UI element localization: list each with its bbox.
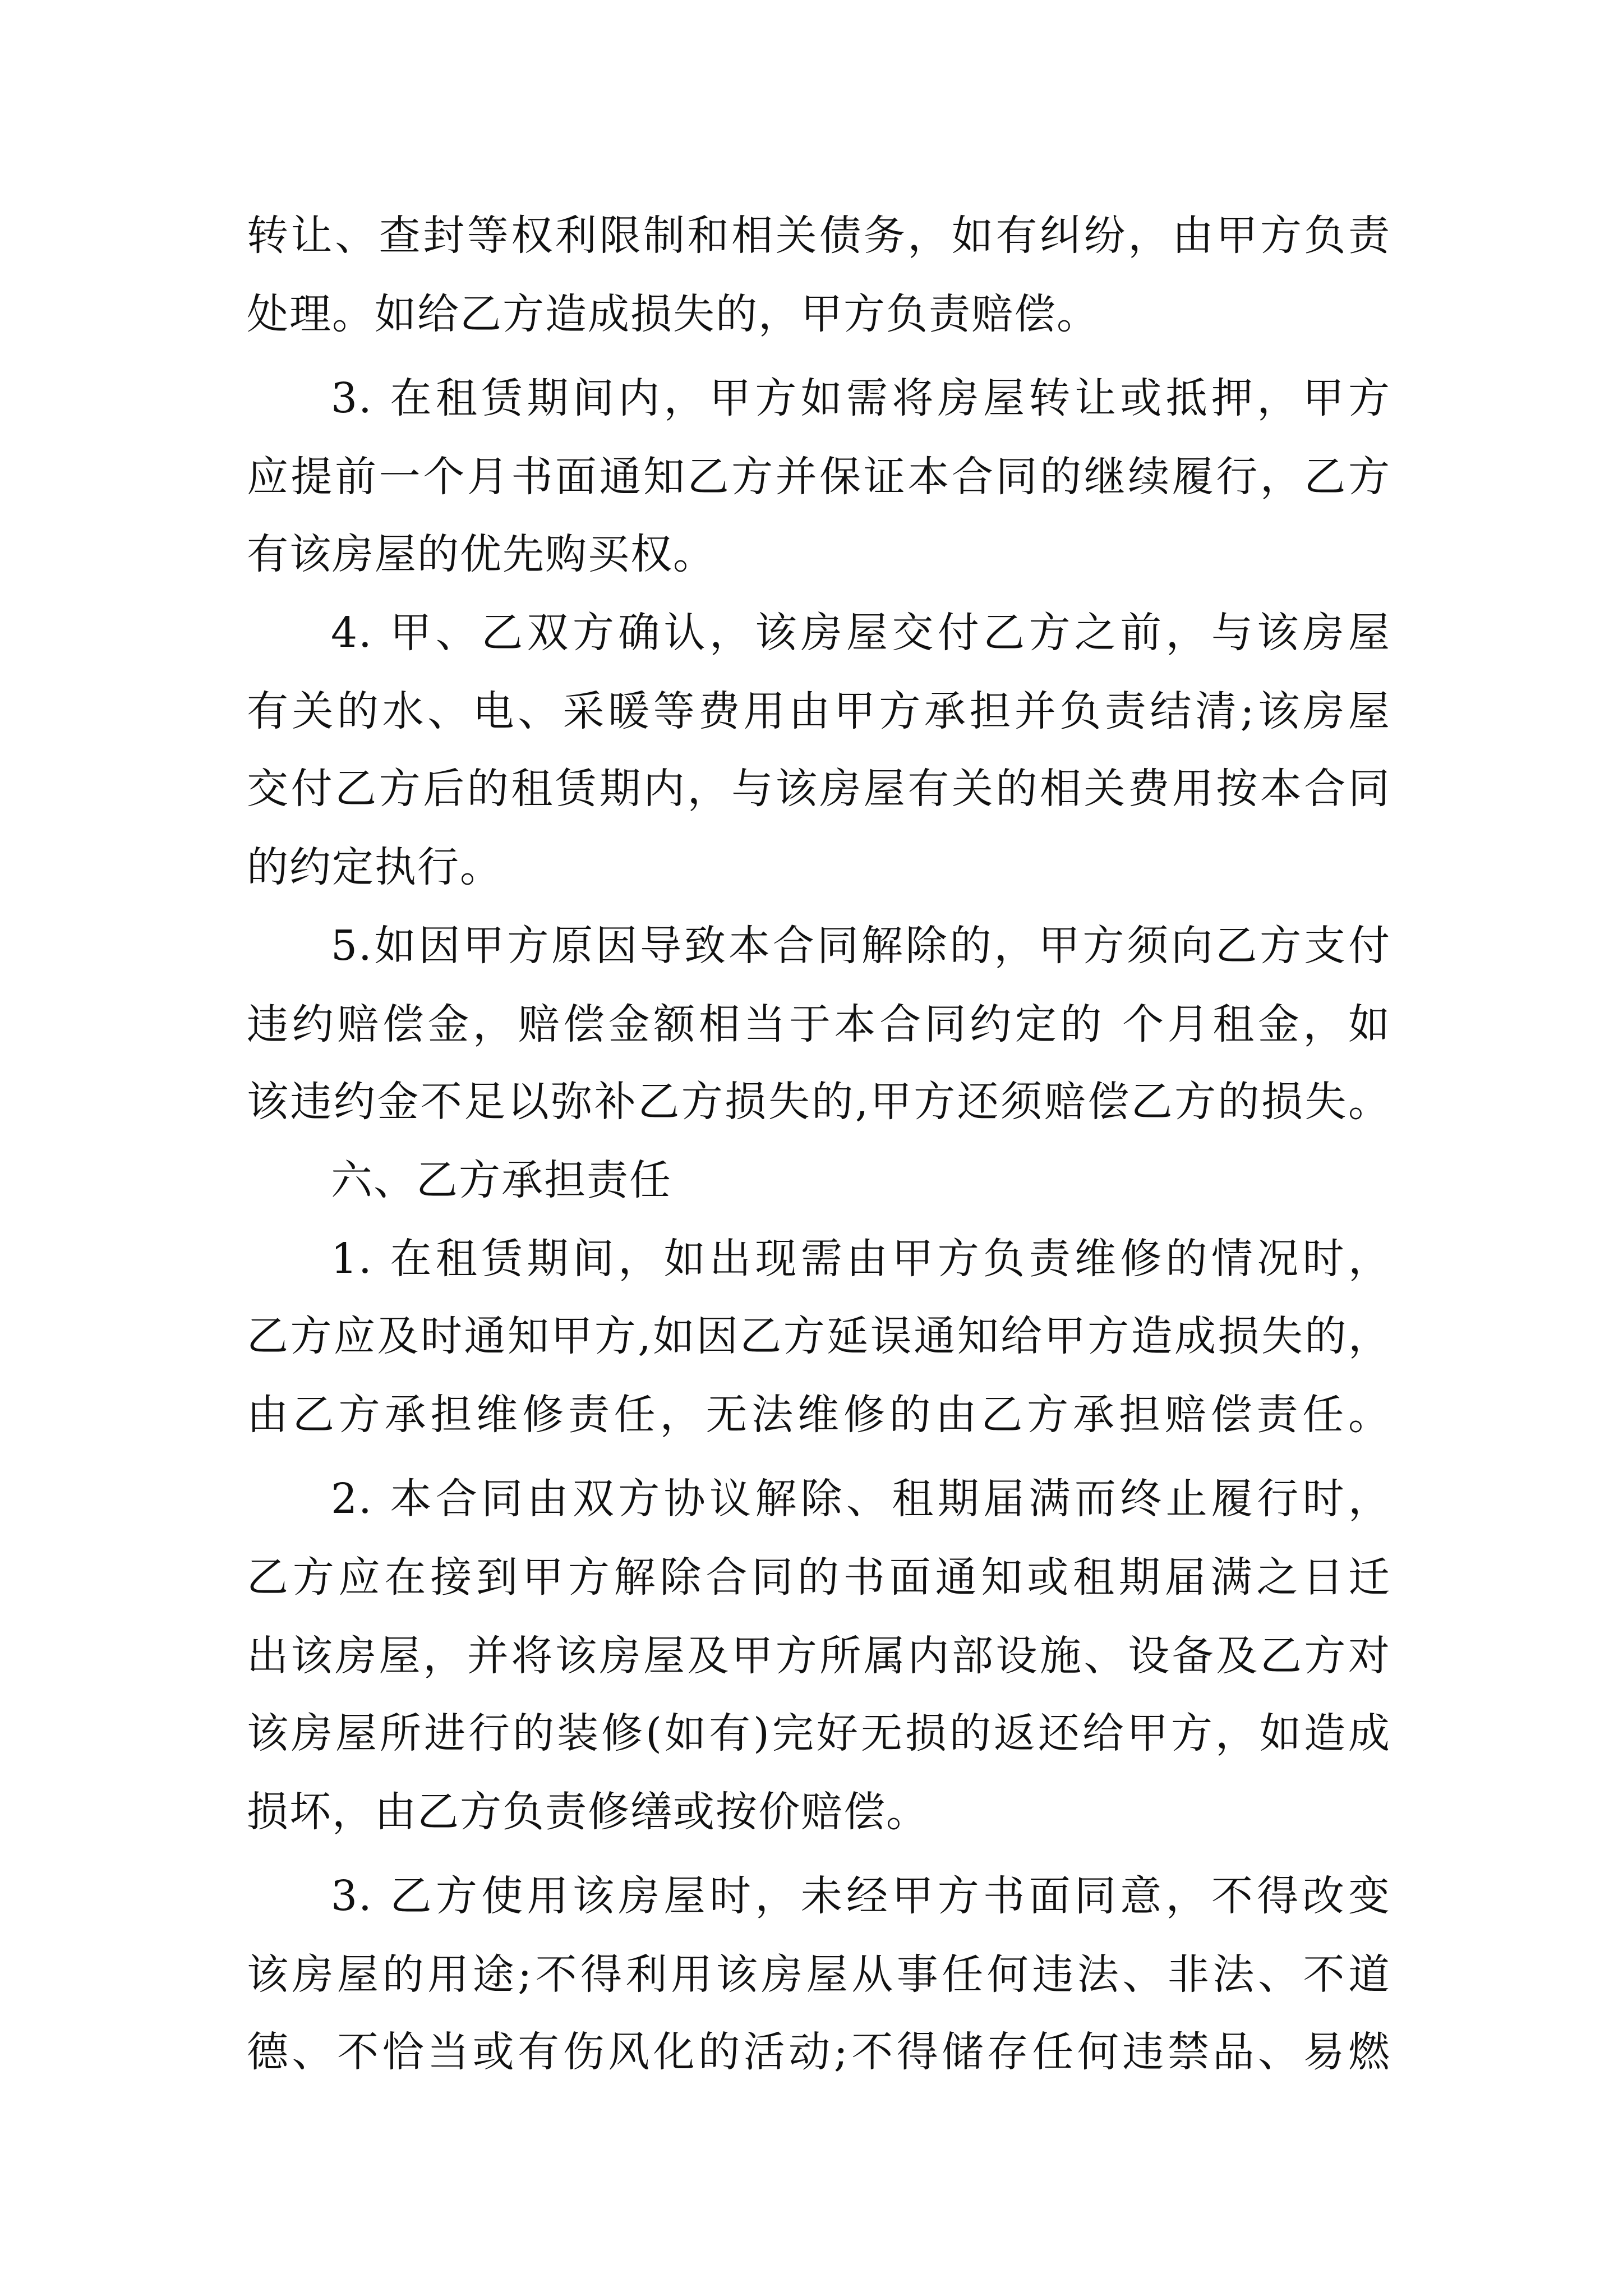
text-line: 4. 甲、乙双方确认，该房屋交付乙方之前，与该房屋 bbox=[331, 609, 1391, 657]
text-line: 处理。如给乙方造成损失的，甲方负责赔偿。 bbox=[247, 290, 1099, 338]
text-line: 有关的水、电、采暖等费用由甲方承担并负责结清;该房屋 bbox=[247, 687, 1391, 735]
text-line: 5.如因甲方原因导致本合同解除的，甲方须向乙方支付 bbox=[331, 922, 1391, 970]
text-line: 该房屋的用途;不得利用该房屋从事任何违法、非法、不道 bbox=[247, 1950, 1391, 1999]
text-line: 1. 在租赁期间，如出现需由甲方负责维修的情况时， bbox=[331, 1235, 1391, 1283]
text-line: 转让、查封等权利限制和相关债务，如有纠纷，由甲方负责 bbox=[247, 211, 1391, 260]
section-heading: 六、乙方承担责任 bbox=[331, 1156, 672, 1204]
text-line: 乙方应在接到甲方解除合同的书面通知或租期届满之日迁 bbox=[247, 1553, 1391, 1602]
text-line: 3. 在租赁期间内，甲方如需将房屋转让或抵押，甲方 bbox=[331, 374, 1391, 422]
text-line: 由乙方承担维修责任，无法维修的由乙方承担赔偿责任。 bbox=[247, 1391, 1391, 1439]
text-line: 违约赔偿金，赔偿金额相当于本合同约定的 个月租金，如 bbox=[247, 1000, 1391, 1048]
text-line: 交付乙方后的租赁期内，与该房屋有关的相关费用按本合同 bbox=[247, 765, 1391, 813]
text-line: 2. 本合同由双方协议解除、租期届满而终止履行时， bbox=[331, 1475, 1391, 1523]
text-line: 应提前一个月书面通知乙方并保证本合同的继续履行，乙方 bbox=[247, 453, 1391, 501]
text-line: 的约定执行。 bbox=[247, 843, 502, 891]
text-line: 德、不恰当或有伤风化的活动;不得储存任何违禁品、易燃 bbox=[247, 2028, 1391, 2076]
text-line: 该违约金不足以弥补乙方损失的,甲方还须赔偿乙方的损失。 bbox=[247, 1078, 1391, 1126]
text-line: 有该房屋的优先购买权。 bbox=[247, 530, 716, 578]
text-line: 出该房屋，并将该房屋及甲方所属内部设施、设备及乙方对 bbox=[247, 1632, 1391, 1680]
text-line: 乙方应及时通知甲方,如因乙方延误通知给甲方造成损失的， bbox=[247, 1312, 1391, 1360]
text-line: 损坏，由乙方负责修缮或按价赔偿。 bbox=[247, 1788, 929, 1836]
text-line: 3. 乙方使用该房屋时，未经甲方书面同意，不得改变 bbox=[331, 1872, 1391, 1920]
text-line: 该房屋所进行的装修(如有)完好无损的返还给甲方，如造成 bbox=[247, 1709, 1391, 1757]
